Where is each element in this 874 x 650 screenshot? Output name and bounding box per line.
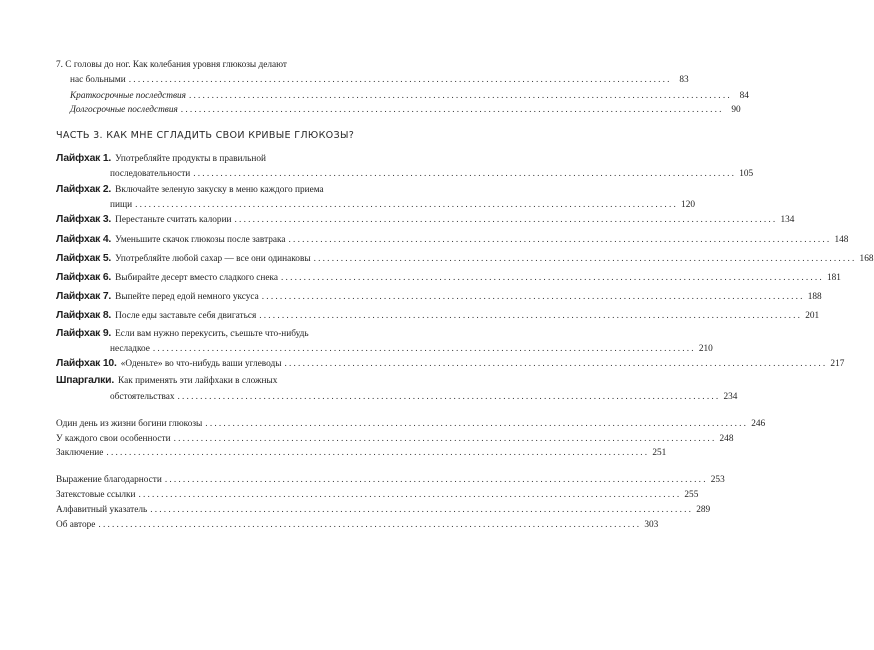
toc-entry-cheatsheets[interactable]	[56, 375, 277, 387]
hack-label: Лайфхак 9.	[56, 328, 112, 339]
toc-page-number: 168	[859, 254, 874, 264]
toc-entry-short-term[interactable]	[70, 90, 749, 102]
toc-entry-long-term[interactable]	[70, 104, 741, 116]
hack-title: Перестаньте считать калории	[115, 215, 232, 225]
leader-dots: ........................................................................................................................	[180, 105, 724, 115]
leader-dots: ........................................................................................................................	[135, 200, 678, 210]
hack-title: Уменьшите скачок глюкозы после завтрака	[115, 235, 286, 245]
toc-entry-text: нас больными	[70, 75, 126, 85]
toc-entry-hack-10[interactable]	[56, 358, 845, 370]
hack-label: Лайфхак 7.	[56, 291, 112, 302]
toc-page-number: 251	[652, 448, 667, 458]
toc-entry-text: несладкое	[110, 344, 150, 354]
toc-entry-hack-4[interactable]	[56, 234, 849, 246]
toc-entry-text: Долгосрочные последствия	[70, 105, 178, 115]
toc-entry-about-author[interactable]	[56, 519, 659, 531]
toc-entry-text: Выражение благодарности	[56, 475, 162, 485]
hack-title: Как применять эти лайфхаки в сложных	[118, 376, 278, 386]
toc-page-number: 217	[830, 359, 845, 369]
toc-page-number: 246	[751, 419, 766, 429]
leader-dots: ........................................................................................................................	[106, 448, 650, 458]
leader-dots: ........................................................................................................................	[98, 520, 642, 530]
toc-page-number: 289	[696, 505, 711, 515]
hack-label: Лайфхак 10.	[56, 358, 117, 369]
toc-entry-hack-8[interactable]	[56, 310, 820, 322]
hack-label: Лайфхак 5.	[56, 253, 112, 264]
leader-dots: ........................................................................................................................	[261, 292, 805, 302]
toc-entry-conclusion[interactable]	[56, 447, 667, 459]
toc-entry-text: У каждого свои особенности	[56, 434, 171, 444]
toc-entry-goddess-day[interactable]	[56, 418, 766, 430]
hack-title: «Оденьте» во что-нибудь ваши углеводы	[120, 359, 282, 369]
leader-dots: ........................................................................................................................	[259, 311, 803, 321]
leader-dots: ........................................................................................................................	[128, 75, 672, 85]
toc-entry-text: Краткосрочные последствия	[70, 91, 186, 101]
leader-dots: ........................................................................................................................	[284, 359, 828, 369]
toc-page-number: 248	[719, 434, 734, 444]
toc-entry-cheatsheets-cont[interactable]	[110, 391, 738, 403]
leader-dots: ........................................................................................................................	[205, 419, 749, 429]
toc-entry-hack-9-cont[interactable]	[110, 343, 713, 355]
chapter-7-title: 7. С головы до ног. Как колебания уровня глюкозы делают	[56, 60, 287, 70]
toc-page-number: 201	[805, 311, 820, 321]
toc-entry-acknowledgements[interactable]	[56, 474, 725, 486]
leader-dots: ........................................................................................................................	[152, 344, 696, 354]
hack-label: Лайфхак 8.	[56, 310, 112, 321]
toc-entry-text: Алфавитный указатель	[56, 505, 148, 515]
toc-entry-endnotes[interactable]	[56, 489, 699, 501]
toc-page-number: 303	[644, 520, 659, 530]
hack-title: Выбирайте десерт вместо сладкого снека	[115, 273, 279, 283]
leader-dots: ........................................................................................................................	[313, 254, 857, 264]
toc-entry-hack-7[interactable]	[56, 291, 822, 303]
toc-page-number: 84	[739, 91, 749, 101]
leader-dots: ........................................................................................................................	[234, 215, 778, 225]
toc-page-number: 234	[723, 392, 738, 402]
hack-title: Если вам нужно перекусить, съешьте что-нибудь	[115, 329, 309, 339]
hack-label: Лайфхак 4.	[56, 234, 112, 245]
toc-page-number: 255	[684, 490, 699, 500]
toc-entry-hack-1-cont[interactable]	[110, 168, 754, 180]
leader-dots: ........................................................................................................................	[150, 505, 694, 515]
toc-page-number: 181	[826, 273, 841, 283]
toc-entry-hack-1[interactable]	[56, 153, 266, 165]
leader-dots: ........................................................................................................................	[288, 235, 832, 245]
toc-entry-index[interactable]	[56, 504, 711, 516]
leader-dots: ........................................................................................................................	[164, 475, 708, 485]
hack-title: Употребляйте любой сахар — все они одинаковы	[115, 254, 311, 264]
toc-page-number: 210	[698, 344, 713, 354]
hack-title: Выпейте перед едой немного уксуса	[115, 292, 259, 302]
leader-dots: ........................................................................................................................	[281, 273, 824, 283]
toc-entry-text: Один день из жизни богини глюкозы	[56, 419, 203, 429]
leader-dots: ........................................................................................................................	[138, 490, 682, 500]
toc-entry-text: Заключение	[56, 448, 104, 458]
toc-entry-hack-5[interactable]	[56, 253, 874, 265]
toc-page-number: 83	[679, 75, 689, 85]
leader-dots: ........................................................................................................................	[177, 392, 721, 402]
hack-label: Лайфхак 3.	[56, 214, 112, 225]
toc-entry-chapter-7[interactable]	[70, 74, 689, 86]
hack-label: Шпаргалки.	[56, 375, 115, 386]
hack-title: После еды заставьте себя двигаться	[115, 311, 257, 321]
toc-entry-hack-2-cont[interactable]	[110, 199, 695, 211]
hack-title: Включайте зеленую закуску в меню каждого приема	[115, 185, 324, 195]
toc-entry-text: Затекстовые ссылки	[56, 490, 136, 500]
toc-entry-hack-6[interactable]	[56, 272, 841, 284]
toc-entry-hack-3[interactable]	[56, 214, 795, 226]
toc-entry-text: Об авторе	[56, 520, 96, 530]
toc-entry-text: последовательности	[110, 169, 191, 179]
hack-label: Лайфхак 6.	[56, 272, 112, 283]
toc-entry-hack-2[interactable]	[56, 184, 324, 196]
leader-dots: ........................................................................................................................	[193, 169, 737, 179]
toc-page-number: 188	[807, 292, 822, 302]
toc-page-number: 105	[739, 169, 754, 179]
toc-page-number: 134	[780, 215, 795, 225]
part-3-heading: ЧАСТЬ 3. КАК МНЕ СГЛАДИТЬ СВОИ КРИВЫЕ ГЛЮКОЗЫ?	[56, 130, 355, 141]
toc-entry-text: обстоятельствах	[110, 392, 175, 402]
toc-entry-hack-9[interactable]	[56, 328, 309, 340]
hack-label: Лайфхак 1.	[56, 153, 112, 164]
toc-entry-text: пищи	[110, 200, 133, 210]
hack-title: Употребляйте продукты в правильной	[115, 154, 266, 164]
toc-entry-individual[interactable]	[56, 433, 734, 445]
hack-label: Лайфхак 2.	[56, 184, 112, 195]
toc-page-number: 253	[710, 475, 725, 485]
leader-dots: ........................................................................................................................	[173, 434, 717, 444]
leader-dots: ........................................................................................................................	[188, 91, 732, 101]
toc-page-number: 148	[834, 235, 849, 245]
toc-page-number: 120	[681, 200, 695, 210]
toc-page-number: 90	[731, 105, 741, 115]
